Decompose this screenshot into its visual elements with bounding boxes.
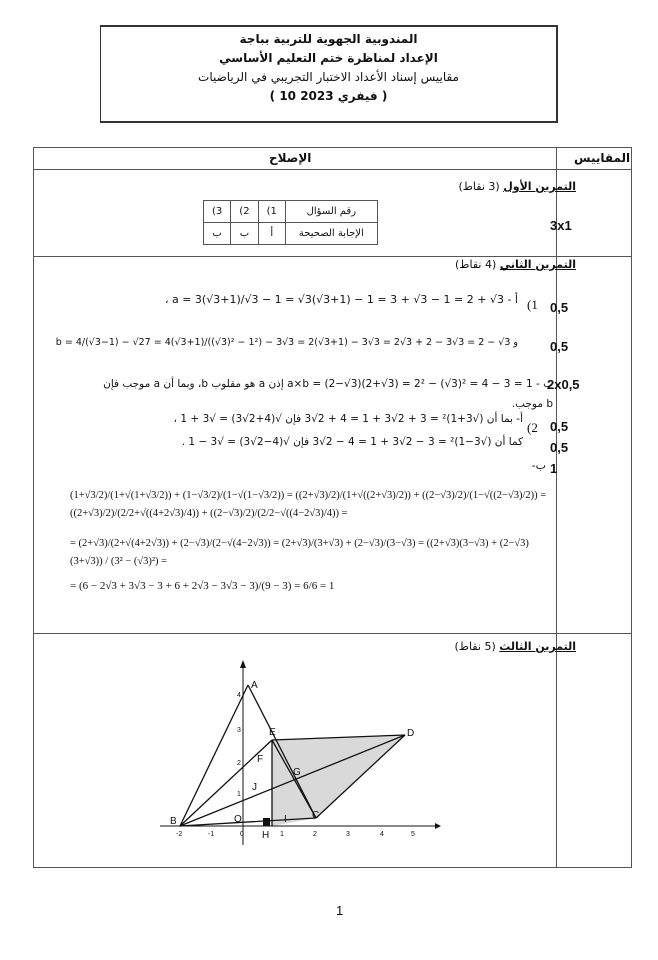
svg-text:3: 3 [237, 727, 241, 734]
part-b-label: ب- [531, 459, 546, 472]
label-D: D [407, 728, 415, 739]
svg-text:4: 4 [237, 692, 241, 699]
label-G: G [293, 767, 301, 778]
score: 0,5 [550, 440, 569, 455]
svg-text:-2: -2 [176, 831, 183, 838]
label-H: H [262, 830, 270, 841]
exercise-2-title: التمرين الثاني (4 نقاط) [455, 258, 576, 271]
label-J: J [252, 782, 257, 793]
math-line-b: و b = 4/(√3−1) − √27 = 4(√3+1)/((√3)² − 1²) − 3√3 = 2(√3+1) − 3√3 = 2√3 + 2 − 3√3 = 2 − √3 [55, 337, 518, 348]
svg-text:-1: -1 [208, 831, 215, 838]
answers-table: رقم السؤال 1) 2) 3) الإجابة الصحيحة أ ب ب [203, 200, 378, 245]
math-line-f: (1+√3/2)/(1+√(1+√3/2)) + (1−√3/2)/(1−√(1−√3/2)) = ((2+√3)/2)/(1+√((2+√3)/2)) + ((2−√3)/2)/(1−√((2−√3)/2)) = ((2+√3)/2)/(2/2+√((4+2√3)/4)) + ((2−√3)/2)/(2/2−√((4−2√3)/4)) = [70, 490, 547, 519]
svg-text:1: 1 [280, 831, 284, 838]
question-1-label: (1 [527, 297, 538, 312]
svg-text:3: 3 [346, 831, 350, 838]
score-ex1: 3x1 [550, 218, 572, 233]
correction-header: الإصلاح [269, 151, 312, 165]
label-E: E [269, 727, 276, 738]
svg-text:1: 1 [237, 791, 241, 798]
criteria-header: المقاييس [574, 151, 631, 165]
svg-text:2: 2 [313, 831, 317, 838]
exercise-3-title: التمرين الثالث (5 نقاط) [454, 640, 576, 653]
score: 0,5 [550, 300, 569, 315]
math-line-d: أ- بما أن (√3+1)² = 3 + 2√3 + 1 = 4 + 2√3 فإن √(4+2√3) = √3 + 1 ، [173, 413, 523, 425]
label-B: B [170, 816, 177, 827]
header-line-2: الإعداد لمناظرة ختم التعليم الأساسي [219, 51, 438, 65]
exercise-1-title: التمرين الأول (3 نقاط) [458, 180, 576, 193]
right-angle-marker [263, 818, 270, 826]
svg-text:4: 4 [380, 831, 384, 838]
question-2-label: (2 [527, 420, 538, 435]
label-C: C [312, 810, 320, 821]
math-line-h: = (6 − 2√3 + 3√3 − 3 + 6 + 2√3 − 3√3 − 3)/(9 − 3) = 6/6 = 1 [70, 580, 335, 592]
math-line-e: كما أن (√3−1)² = 3 − 2√3 + 1 = 4 − 2√3 فإن √(4−2√3) = √3 − 1 . [181, 436, 523, 448]
score: 0,5 [550, 339, 569, 354]
math-line-a: أ - a = 3(√3+1)/√3 − 1 = √3(√3+1) − 1 = 3 + √3 − 1 = 2 + √3 ، [164, 293, 518, 306]
header-line-1: المندوبية الجهوية للتربية بباجة [239, 32, 418, 46]
math-line-g: = (2+√3)/(2+√(4+2√3)) + (2−√3)/(2−√(4−2√3)) = (2+√3)/(3+√3) + (2−√3)/(3−√3) = ((2+√3)(3−√3) + (2−√3)(3+√3)) / (3² − (√3)²) = [70, 538, 529, 567]
label-A: A [251, 680, 258, 691]
score: 2x0,5 [547, 377, 580, 392]
score: 1 [550, 461, 558, 476]
header-date: ( 10 فيفري 2023 ) [269, 89, 388, 103]
svg-text:0: 0 [240, 831, 244, 838]
score: 0,5 [550, 419, 569, 434]
page-number: 1 [336, 903, 344, 918]
svg-text:2: 2 [237, 760, 241, 767]
header-line-3: مقاييس إسناد الأعداد الاختبار التجريبي في الرياضيات [198, 70, 459, 84]
label-O: O [234, 814, 242, 825]
label-F: F [257, 754, 264, 765]
math-line-c: ب - a×b = (2−√3)(2+√3) = 2² − (√3)² = 4 − 3 = 1 إذن a هو مقلوب b، وبما أن a موجب فإن b موجب. [103, 378, 553, 410]
svg-text:5: 5 [411, 831, 415, 838]
label-I: I [284, 814, 287, 825]
